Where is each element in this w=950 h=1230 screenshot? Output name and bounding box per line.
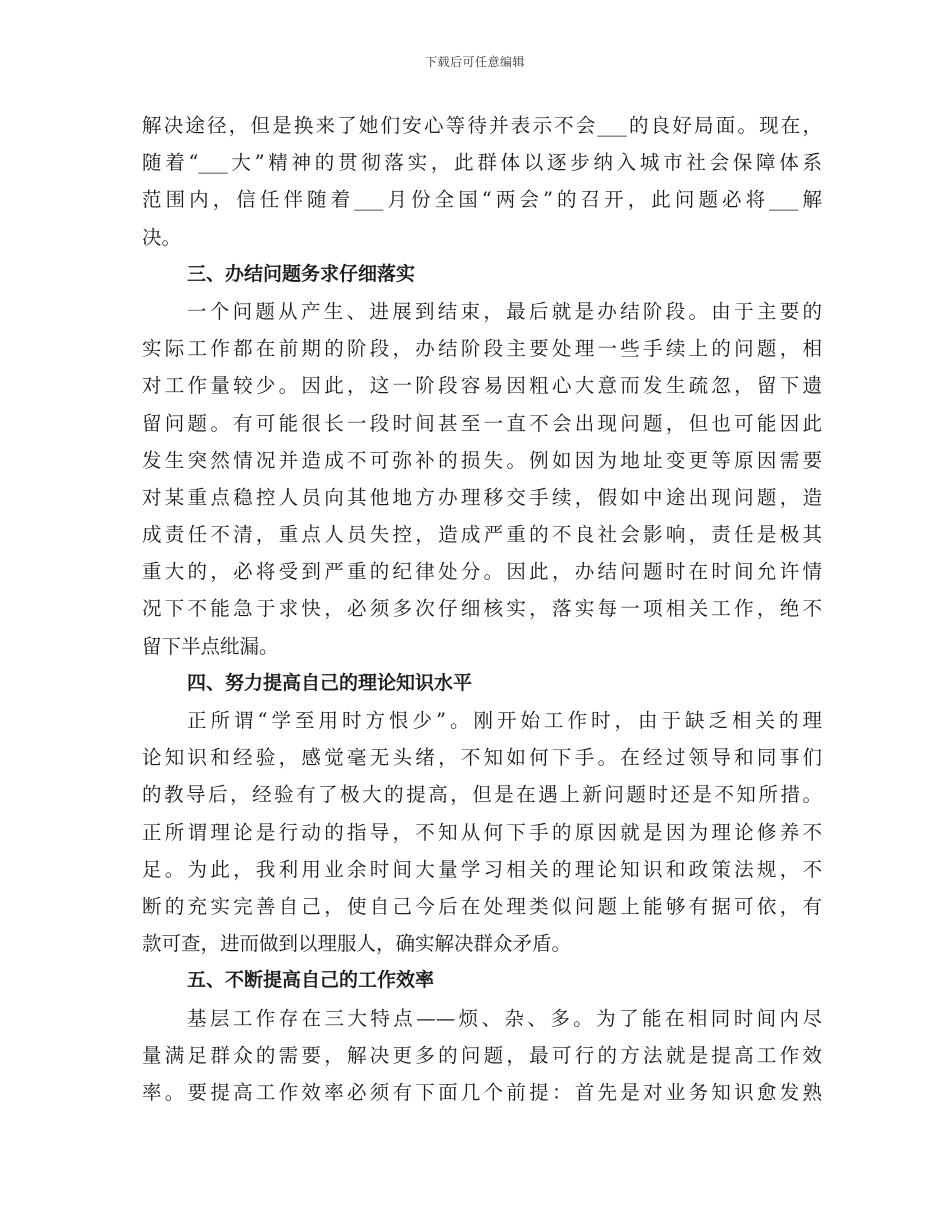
text-line: 留问题。有可能很长一段时间甚至一直不会出现问题，但也可能因此 — [142, 411, 822, 435]
text-line: 重大的，必将受到严重的纪律处分。因此，办结问题时在时间允许情 — [142, 560, 822, 584]
text-line: 成责任不清，重点人员失控，造成严重的不良社会影响，责任是极其 — [142, 523, 822, 547]
section-heading: 五、不断提高自己的工作效率 — [187, 969, 435, 992]
text-line: 随着“___大”精神的贯彻落实，此群体以逐步纳入城市社会保障体系 — [142, 151, 822, 175]
section-heading: 四、努力提高自己的理论知识水平 — [187, 671, 473, 694]
text-line: 对某重点稳控人员向其他地方办理移交手续，假如中途出现问题，造 — [142, 485, 822, 509]
text-line: 款可查，进而做到以理服人，确实解决群众矛盾。 — [142, 932, 572, 956]
text-line: 正所谓理论是行动的指导，不知从何下手的原因就是因为理论修养不 — [142, 820, 822, 844]
paragraph — [142, 107, 822, 256]
text-line: 的教导后，经验有了极大的提高，但是在遇上新问题时还是不知所措。 — [142, 783, 822, 807]
text-line: 对工作量较少。因此，这一阶段容易因粗心大意而发生疏忽，留下遗 — [142, 374, 822, 398]
text-line: 发生突然情况并造成不可弥补的损失。例如因为地址变更等原因需要 — [142, 448, 822, 472]
text-line: 况下不能急于求快，必须多次仔细核实，落实每一项相关工作，绝不 — [142, 597, 822, 621]
text-line: 实际工作都在前期的阶段，办结阶段主要处理一些手续上的问题，相 — [142, 337, 822, 361]
text-line: 解决途径，但是换来了她们安心等待并表示不会___的良好局面。现在， — [142, 114, 822, 137]
paragraph — [142, 1000, 822, 1112]
text-line: 范围内，信任伴随着___月份全国“两会”的召开，此问题必将___解 — [142, 188, 822, 212]
text-line: 断的充实完善自己，使自己今后在处理类似问题上能够有据可依，有 — [142, 894, 822, 918]
text-line: 基层工作存在三大特点——烦、杂、多。为了能在相同时间内尽 — [187, 1006, 822, 1030]
page-header: 下载后可任意编辑 — [424, 55, 525, 69]
text-line: 留下半点纰漏。 — [142, 634, 279, 658]
text-line: 率。要提高工作效率必须有下面几个前提：首先是对业务知识愈发熟 — [142, 1080, 822, 1104]
section-heading: 三、办结问题务求仔细落实 — [187, 262, 416, 285]
text-line: 决。 — [142, 225, 182, 249]
text-line: 正所谓“学至用时方恨少”。刚开始工作时，由于缺乏相关的理 — [187, 709, 822, 732]
text-line: 量满足群众的需要，解决更多的问题，最可行的方法就是提高工作效 — [142, 1043, 822, 1067]
text-line: 论知识和经验，感觉毫无头绪，不知如何下手。在经过领导和同事们 — [142, 746, 822, 770]
text-line: 足。为此，我利用业余时间大量学习相关的理论知识和政策法规，不 — [142, 857, 822, 881]
paragraph — [142, 293, 822, 665]
paragraph — [142, 702, 822, 962]
document-body — [142, 107, 822, 1111]
text-line: 一个问题从产生、进展到结束，最后就是办结阶段。由于主要的 — [187, 299, 822, 323]
